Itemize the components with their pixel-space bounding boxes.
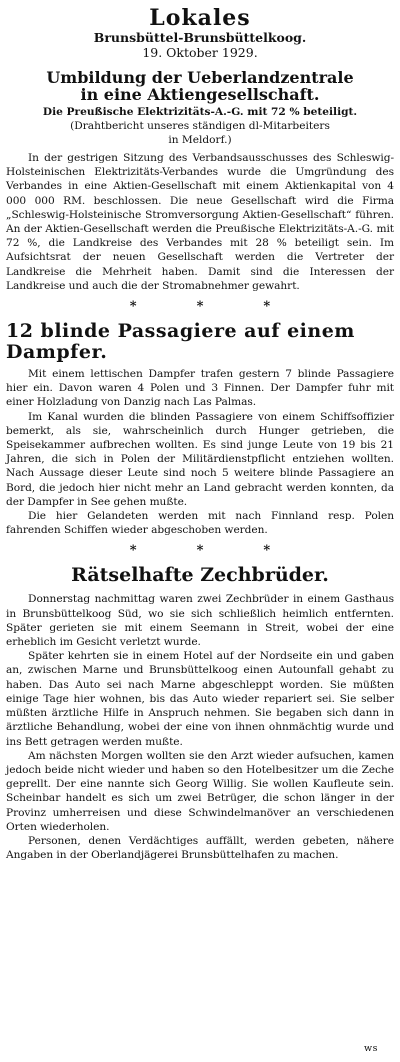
headline-line-1: Umbildung der Ueberlandzentrale xyxy=(46,68,354,87)
dateline-date: 19. Oktober 1929. xyxy=(142,45,258,60)
dateline-place: Brunsbüttel-Brunsbüttelkoog. xyxy=(93,30,307,45)
article-byline xyxy=(6,119,394,147)
masthead xyxy=(6,6,394,60)
section-separator xyxy=(6,543,394,559)
separator-star: * xyxy=(129,299,137,315)
paragraph: Später kehrten sie in einem Hotel auf der Nordseite ein und gaben an, zwischen Marne und Brunsbüttelkoog einen Autounfall gehabt zu haben. Das Auto sei nach Marne abgeschleppt worden. Sie müßten einige Tage hier wohnen, bis das Auto wieder repariert sei. Sie selber müßten ärztliche Hilfe in Anspruch nehmen. Sie begaben sich dann in ärztliche Behandlung, wobei der eine von ihnen ohnmächtig wurde und ins Bett getragen werden mußte. xyxy=(6,650,394,748)
paragraph: Die hier Gelandeten werden mit nach Finnland resp. Polen fahrenden Schiffen wieder abgeschoben werden. xyxy=(6,510,394,537)
section-separator xyxy=(6,299,394,315)
article-headline: 12 blinde Passagiere auf einem Dampfer. xyxy=(6,320,355,364)
article-body xyxy=(6,151,394,293)
separator-star: * xyxy=(263,299,271,315)
paragraph: Im Kanal wurden die blinden Passagiere von einem Schiffsoffizier bemerkt, als sie, wahrscheinlich durch Hunger getrieben, die Speisekammer aufbrechen wollten. Es sind junge Leute von 19 bis 21 Jahren, die sich in Polen der Militärdienstpflicht entziehen wollten. Nach Aussage dieser Leute sind noch 5 weitere blinde Passagiere an Bord, die jedoch hier nicht mehr an Land gebracht werden konnten, da der Dampfer in See gehen mußte. xyxy=(6,410,394,508)
headline-line-2: in eine Aktiengesellschaft. xyxy=(80,85,320,104)
paragraph: Am nächsten Morgen wollten sie den Arzt wieder aufsuchen, kamen jedoch beide nicht wieder und haben so den Hotelbesitzer um die Zeche geprellt. Der eine nannte sich Georg Willig. Sie wollen Kaufleute sein. Scheinbar handelt es sich um zwei Betrüger, die schon länger in der Provinz umherreisen und diese Schwindelmanöver an verschiedenen Orten wiederholen. xyxy=(6,749,394,833)
article-body xyxy=(6,367,394,537)
article-subhead: Die Preußische Elektrizitäts-A.-G. mit 72 % beteiligt. xyxy=(42,106,358,118)
article-headline: Rätselhafte Zechbrüder. xyxy=(71,564,329,587)
article-body xyxy=(6,592,394,862)
author-signature: ws xyxy=(363,1043,378,1054)
paragraph: Mit einem lettischen Dampfer trafen gestern 7 blinde Passagiere hier ein. Davon waren 4 Polen und 3 Finnen. Der Dampfer fuhr mit einer Holzladung von Danzig nach Las Palmas. xyxy=(6,368,394,409)
separator-star: * xyxy=(196,543,204,559)
section-title: Lokales xyxy=(149,5,251,31)
paragraph: In der gestrigen Sitzung des Verbandsausschusses des Schleswig-Holsteinischen Elektrizitäts-Verbandes wurde die Umgründung des Verbandes in eine Aktien-Gesellschaft mit einem Aktienkapital von 4 000 000 RM. beschlossen. Die neue Gesellschaft wird die Firma „Schleswig-Holsteinische Stromversorgung Aktien-Gesellschaft“ führen. An der Aktien-Gesellschaft werden die Preußische Elektrizitäts-A.-G. mit 72 %, die Landkreise des Verbandes mit 28 % beteiligt sein. Im Aufsichtsrat der neuen Gesellschaft werden die Vertreter der Landkreise die Mehrheit haben. Damit sind die Interessen der Landkreise und auch die der Stromabnehmer gewahrt. xyxy=(6,152,394,292)
article-ueberlandzentrale xyxy=(6,69,394,293)
article-zechbrueder xyxy=(6,565,394,862)
separator-star: * xyxy=(129,543,137,559)
separator-star: * xyxy=(196,299,204,315)
byline-line-2: in Meldorf.) xyxy=(168,134,232,146)
paragraph: Donnerstag nachmittag waren zwei Zechbrüder in einem Gasthaus in Brunsbüttelkoog Süd, wo sie sich schließlich heimlich entfernten. Später gerieten sie mit einem Seemann in Streit, wobei der eine erheblich im Gesicht verletzt wurde. xyxy=(6,593,394,649)
separator-star: * xyxy=(263,543,271,559)
article-headline xyxy=(6,69,394,103)
paragraph: Personen, denen Verdächtiges auffällt, werden gebeten, nähere Angaben in der Oberlandjägerei Brunsbüttelhafen zu machen. xyxy=(6,834,394,862)
article-blinde-passagiere xyxy=(6,321,394,537)
byline-line-1: (Drahtbericht unseres ständigen dl-Mitarbeiters xyxy=(70,120,330,132)
